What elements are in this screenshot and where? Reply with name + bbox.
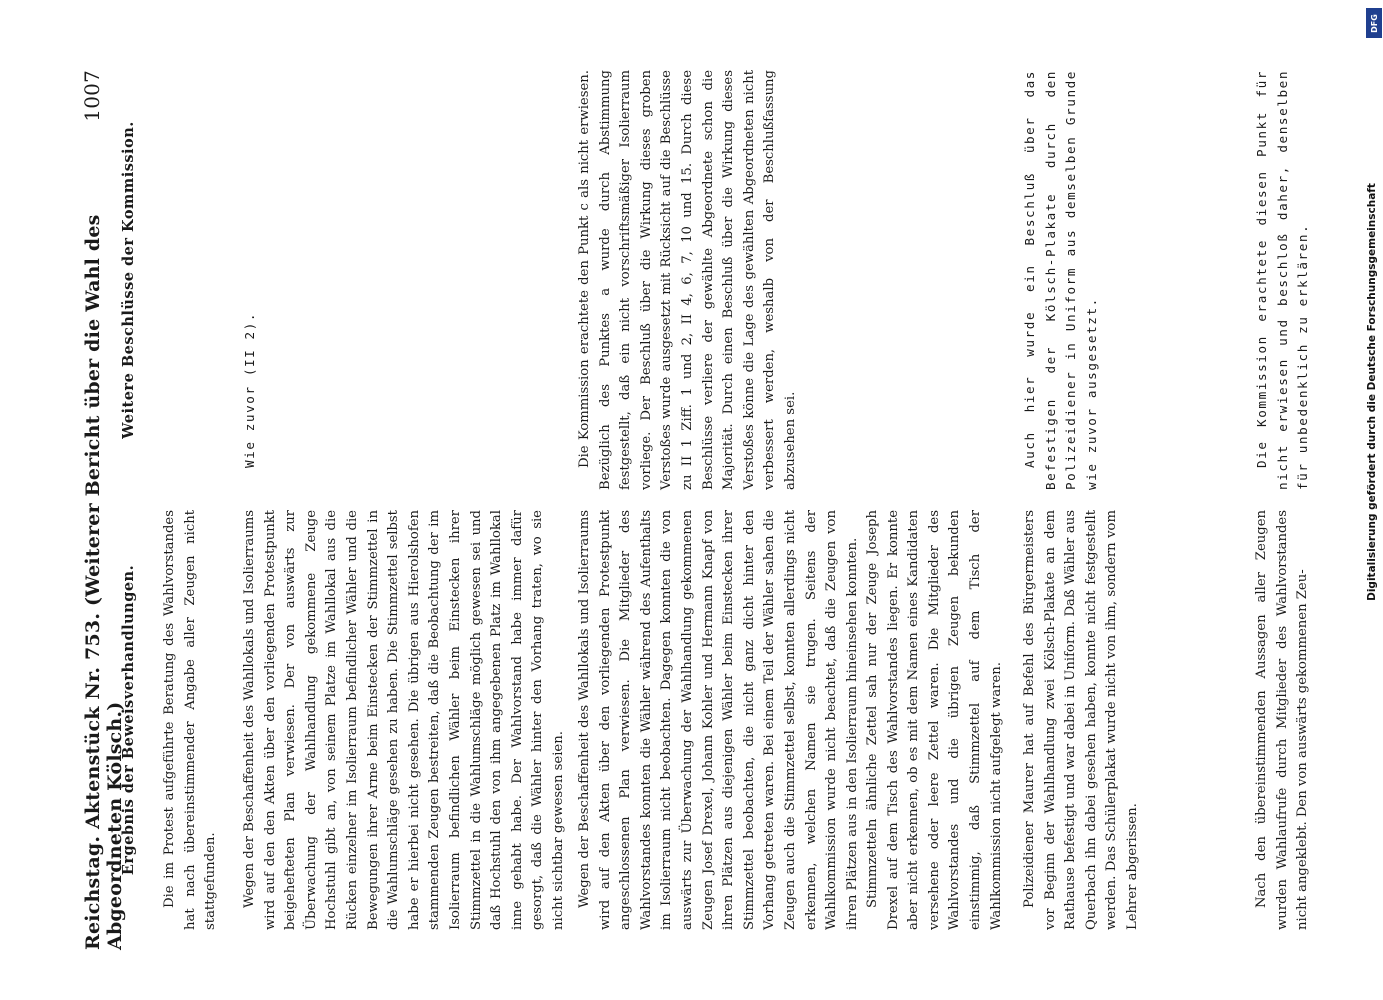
right-paragraph: Wie zuvor (II 2). [242, 311, 257, 468]
right-paragraph: Auch hier wurde ein Beschluß über das Befestigen der Kölsch-Plakate durch den Polizeidiener in Uniform aus demselben Grunde wie zuvor ausgesetzt. [1022, 70, 1099, 490]
dfg-logo: DFG [1366, 8, 1382, 38]
left-paragraph: Stimmzetteln ähnliche Zettel sah nur der Zeuge Joseph Drexel auf dem Tisch des Wahlvorstandes liegen. Er konnte aber nicht erkennen, ob es mit dem Namen eines Kandidaten versehene oder leere Zettel waren. Die Mitglieder des Wahlvorstandes und die übrigen Zeugen bekunden einstimmig, daß Stimmzettel auf dem Tisch der Wahlkommission nicht aufgelegt waren. [865, 510, 1004, 930]
left-paragraph: Polizeidiener Maurer hat auf Befehl des Bürgermeisters vor Beginn der Wahlhandlung zwei Kölsch-Plakate an dem Rathause befestigt und war dabei in Uniform. Daß Wähler aus Querbach ihn dabei gesehen haben, konnte nicht festgestellt werden. Das Schülerplakat wurde nicht von ihm, sondern vom Lehrer abgerissen. [1022, 510, 1140, 930]
left-column-heading: Ergebnis der Beweisverhandlungen. [120, 564, 137, 876]
page-number: 1007 [80, 70, 104, 122]
left-paragraph: Wegen der Beschaffenheit des Wahllokals und Isolierraums wird auf den den Akten über den vorliegenden Protestpunkt beigehefteten Plan verwiesen. Der von auswärts zur Überwachung der Wahlhandlung gekommene Zeuge Hochstuhl gibt an, von seinem Platze im Wahllokal aus die Rücken einzelner im Isolierraum befindlicher Wähler und die Bewegungen ihrer Arme beim Einstecken der Stimmzettel in die Wahlumschläge gesehen zu haben. Die Stimmzettel selbst habe er hierbei nicht gesehen. Die übrigen aus Hierolshofen stammenden Zeugen bestreiten, daß die Beobachtung der im Isolierraum befindlichen Wähler beim Einstecken ihrer Stimmzettel in die Wahlumschläge möglich gewesen sei und daß Hochstuhl den von ihm angegebenen Platz im Wahllokal inne gehabt habe. Der Wahlvorstand habe immer dafür gesorgt, daß die Wähler hinter den Vorhang traten, wo sie nicht sichtbar gewesen seien. [242, 510, 566, 930]
right-paragraph: Die Kommission erachtete diesen Punkt für nicht erwiesen und beschloß daher, denselben für unbedenklich zu erklären. [1254, 70, 1311, 490]
digitization-credit: Digitalisierung gefördert durch die Deutsche Forschungsgemeinschaft [1366, 183, 1378, 601]
left-paragraph: Wegen der Beschaffenheit des Wahllokals und Isolierraums wird auf den Akten über den vorliegenden Protestpunkt angeschlossenen Plan verwiesen. Die Mitglieder des Wahlvorstandes konnten die Wähler während des Aufenthalts im Isolierraum nicht beobachten. Dagegen konnten die von auswärts zur Überwachung der Wahlhandlung gekommenen Zeugen Josef Drexel, Johann Kohler und Hermann Knapf von ihren Plätzen aus diejenigen Wähler beim Einstecken ihrer Stimmzettel beobachten, die nicht ganz dicht hinter den Vorhang getreten waren. Bei einem Teil der Wähler sahen die Zeugen auch die Stimmzettel selbst, konnten allerdings nicht erkennen, welchen Namen sie trugen. Seitens der Wahlkommission wurde nicht beachtet, daß die Zeugen von ihren Plätzen aus in den Isolierraum hineinsehen konnten. [577, 510, 860, 930]
right-paragraph: Die Kommission erachtete den Punkt c als nicht erwiesen. Bezüglich des Punktes a wurde durch Abstimmung festgestellt, daß ein nicht vorschriftsmäßiger Isolierraum vorliege. Der Beschluß über die Wirkung dieses groben Verstoßes wurde ausgesetzt mit Rücksicht auf die Beschlüsse zu II 1 Ziff. 1 und 2, II 4, 6, 7, 10 und 15. Durch diese Beschlüsse verliere der gewählte Abgeordnete schon die Majorität. Durch einen Beschluß über die Wirkung dieses Verstoßes könne die Lage des gewählten Abgeordneten nicht verbessert werden, weshalb von der Beschlußfassung abzusehen sei. [577, 70, 798, 490]
left-paragraph: Nach den übereinstimmenden Aussagen aller Zeugen wurden Wahlaufrufe durch Mitglieder des Wahlvorstandes nicht angeklebt. Den von auswärts gekommenen Zeu- [1254, 510, 1311, 930]
running-head-title: Reichstag. Aktenstück Nr. 753. (Weiterer Bericht über die Wahl des Abgeordneten Kölsch.) [82, 214, 126, 950]
rotated-page [20, 30, 1383, 990]
left-paragraph: Die im Protest aufgeführte Beratung des Wahlvorstandes hat nach übereinstimmender Angabe aller Zeugen nicht stattgefunden. [162, 510, 219, 930]
right-column-heading: Weitere Beschlüsse der Kommission. [120, 121, 137, 439]
